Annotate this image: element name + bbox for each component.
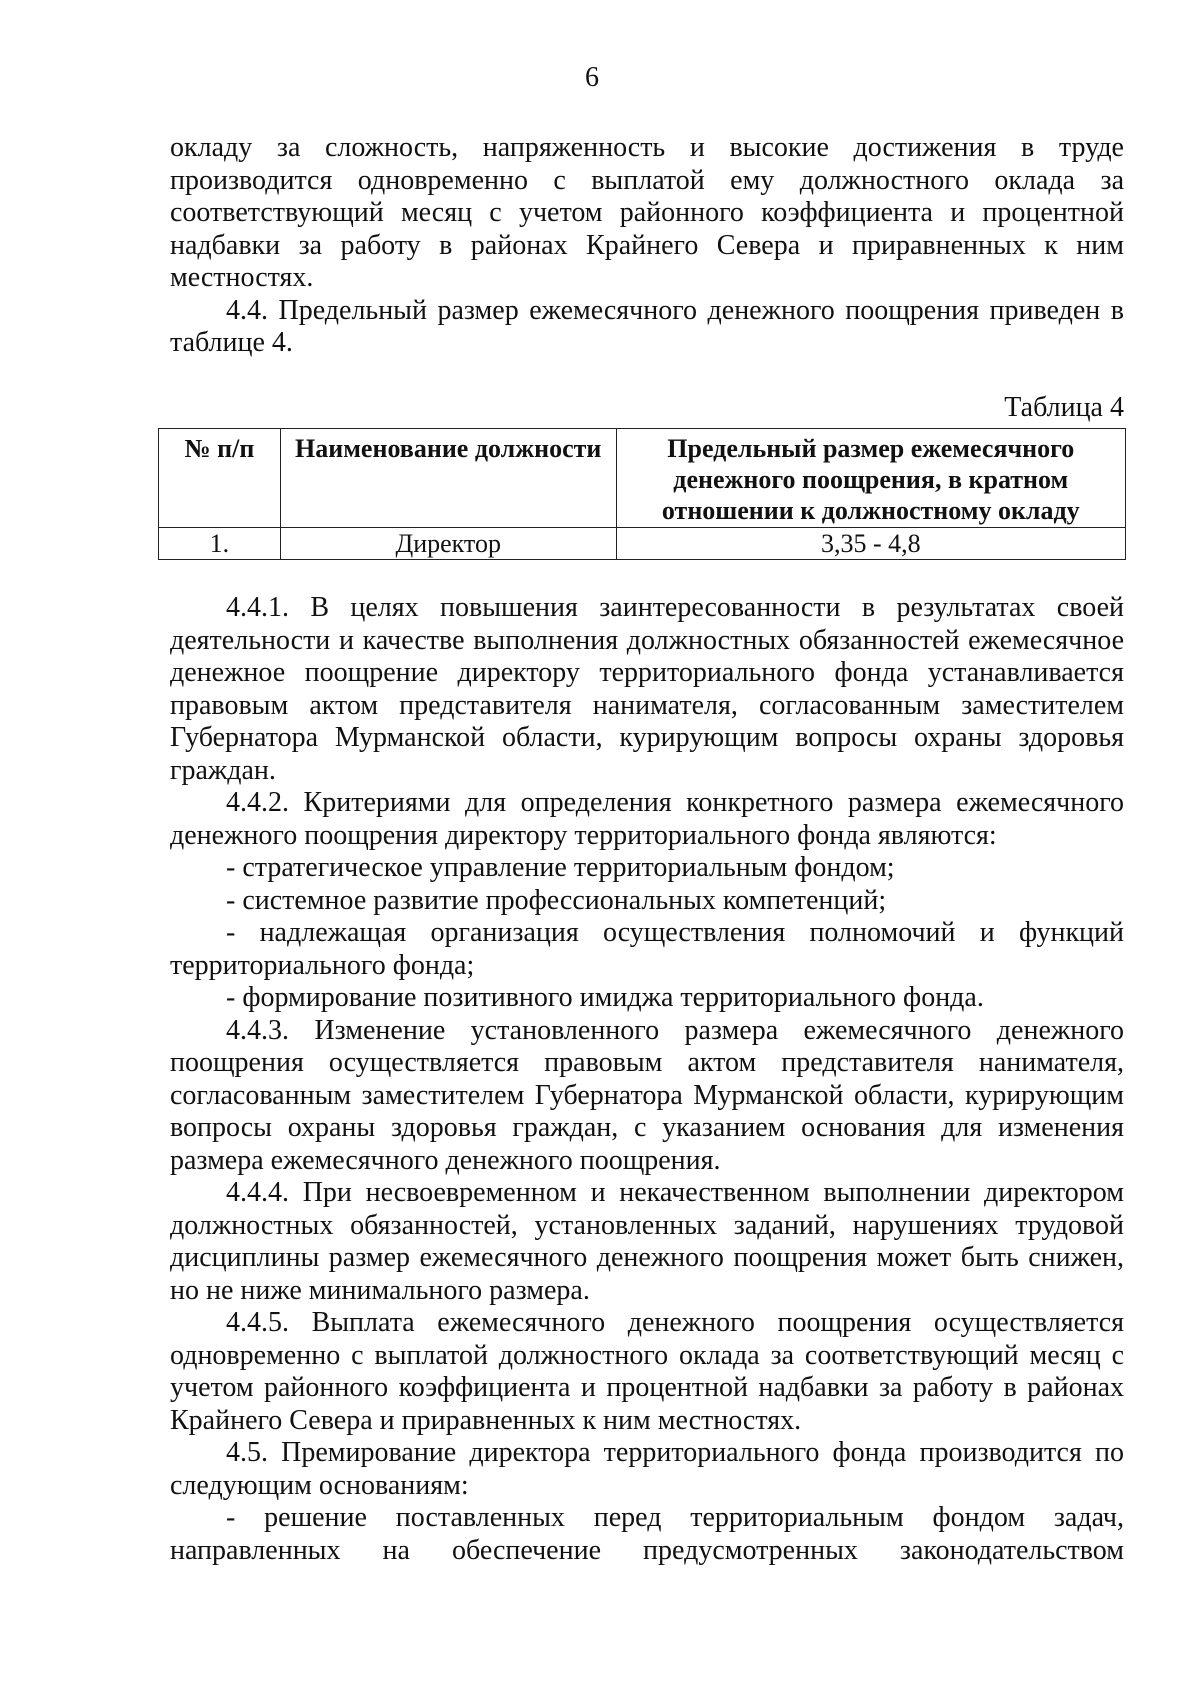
table-caption: Таблица 4 — [1004, 392, 1124, 423]
cell-position: Директор — [280, 528, 616, 560]
table-row — [159, 528, 1126, 560]
table-header-row — [159, 429, 1126, 528]
paragraph-4-4: 4.4. Предельный размер ежемесячного денежного поощрения приведен в таблице 4. — [170, 294, 1124, 358]
paragraph-4-4-5: 4.4.5. Выплата ежемесячного денежного поощрения осуществляется одновременно с выплатой должностного оклада за соответствующий месяц с учетом районного коэффициента и процентной надбавки за работу в районах Крайнего Севера и приравненных к ним местностях. — [170, 1307, 1124, 1436]
body-section — [170, 592, 1124, 1567]
list-item: - стратегическое управление территориальным фондом; — [226, 852, 895, 883]
paragraph-4-4-3: 4.4.3. Изменение установленного размера ежемесячного денежного поощрения осуществляется правовым актом представителя нанимателя, согласованным заместителем Губернатора Мурманской области, курирующим вопросы охраны здоровья граждан, с указанием основания для изменения размера ежемесячного денежного поощрения. — [170, 1014, 1124, 1176]
table-4 — [158, 428, 1126, 560]
header-limit: Предельный размер ежемесячного денежного поощрения, в кратном отношении к должностному окладу — [616, 429, 1125, 528]
list-item: - системное развитие профессиональных компетенций; — [226, 884, 887, 916]
paragraph-4-4-1: 4.4.1. В целях повышения заинтересованности в результатах своей деятельности и качестве выполнения должностных обязанностей ежемесячное денежное поощрение директору территориального фонда устанавливается правовым актом представителя нанимателя, согласованным заместителем Губернатора Мурманской области, курирующим вопросы охраны здоровья граждан. — [170, 592, 1124, 786]
list-item: - формирование позитивного имиджа территориального фонда. — [226, 982, 984, 1013]
paragraph-4-5: 4.5. Премирование директора территориального фонда производится по следующим основаниям: — [170, 1437, 1124, 1501]
page-number: 6 — [585, 62, 599, 93]
paragraph-4-4-4: 4.4.4. При несвоевременном и некачественном выполнении директором должностных обязанностей, установленных заданий, нарушениях трудовой дисциплины размер ежемесячного денежного поощрения может быть снижен, но не ниже минимального размера. — [170, 1177, 1124, 1306]
intro-section — [170, 132, 1124, 360]
paragraph-continuation: окладу за сложность, напряженность и высокие достижения в труде производится одновременно с выплатой ему должностного оклада за соответствующий месяц с учетом районного коэффициента и процентной надбавки за работу в районах Крайнего Севера и приравненных к ним местностях. — [170, 132, 1124, 293]
list-item: - надлежащая организация осуществления полномочий и функций территориального фонда; — [170, 917, 1124, 981]
header-number: № п/п — [159, 429, 281, 528]
header-position: Наименование должности — [280, 429, 616, 528]
list-item: - решение поставленных перед территориальным фондом задач, направленных на обеспечение предусмотренных законодательством — [170, 1502, 1124, 1566]
cell-limit: 3,35 - 4,8 — [616, 528, 1125, 560]
cell-number: 1. — [159, 528, 281, 560]
paragraph-4-4-2: 4.4.2. Критериями для определения конкретного размера ежемесячного денежного поощрения директору территориального фонда являются: — [170, 787, 1124, 851]
